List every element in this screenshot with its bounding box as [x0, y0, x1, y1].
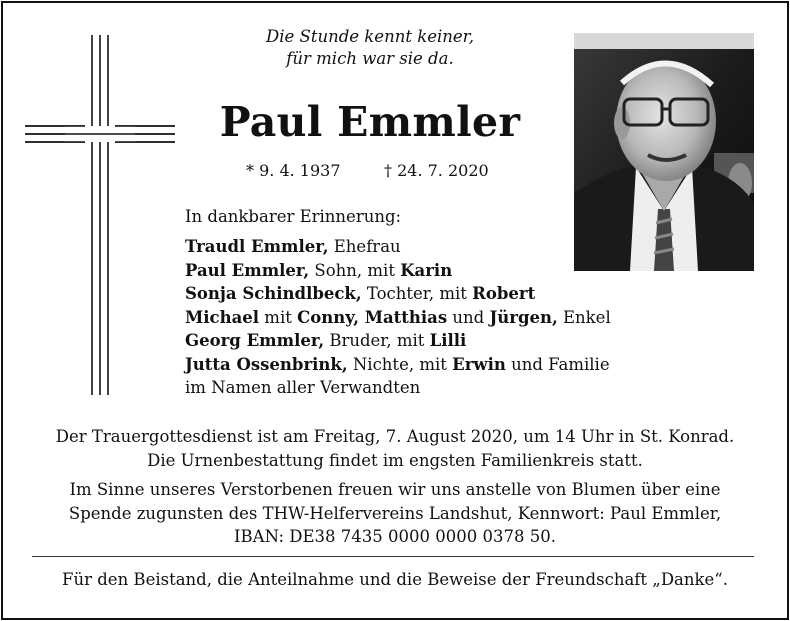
- thanks-line: Für den Beistand, die Anteilnahme und die Beweise der Freundschaft „Danke“.: [62, 570, 728, 589]
- mourner-line: Paul Emmler, Sohn, mit Karin: [185, 260, 453, 280]
- donation-line-2: Spende zugunsten des THW-Helfervereins Landshut, Kennwort: Paul Emmler,: [68, 503, 722, 523]
- service-line-1: Der Trauergottesdienst ist am Freitag, 7. August 2020, um 14 Uhr in St. Konrad.: [55, 427, 735, 446]
- donation-line-1: Im Sinne unseres Verstorbenen freuen wir uns anstelle von Blumen über eine: [69, 480, 721, 499]
- death-date: † 24. 7. 2020: [384, 161, 489, 180]
- birth-date: * 9. 4. 1937: [246, 161, 341, 180]
- motto-line-2: für mich war sie da.: [286, 49, 454, 68]
- mourners-intro: In dankbarer Erinnerung:: [185, 207, 402, 226]
- mourner-line: Sonja Schindlbeck, Tochter, mit Robert: [185, 284, 536, 303]
- donation-line-3: IBAN: DE38 7435 0000 0000 0378 50.: [234, 527, 556, 546]
- mourner-line: Michael mit Conny, Matthias und Jürgen, Enkel: [185, 307, 611, 327]
- mourner-line: Traudl Emmler, Ehefrau: [185, 237, 401, 256]
- mourners-closing: im Namen aller Verwandten: [185, 378, 421, 397]
- mourner-line: Jutta Ossenbrink, Nichte, mit Erwin und Familie: [185, 354, 610, 374]
- service-line-2: Die Urnenbestattung findet im engsten Familienkreis statt.: [147, 450, 643, 470]
- divider: [32, 556, 754, 557]
- cross-icon: [25, 35, 175, 395]
- mourner-line: Georg Emmler, Bruder, mit Lilli: [185, 331, 467, 350]
- motto-line-1: Die Stunde kennt keiner,: [266, 27, 474, 46]
- deceased-name: Paul Emmler: [219, 98, 521, 146]
